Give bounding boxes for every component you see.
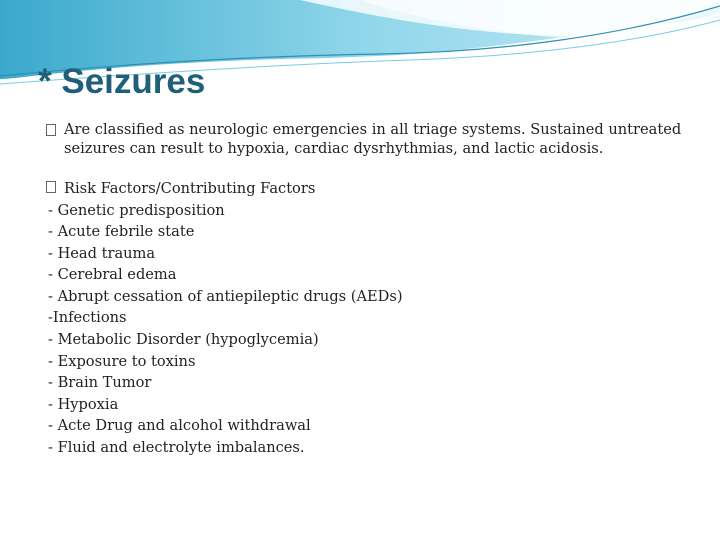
list-item: - Exposure to toxins [48,352,196,370]
slide-title: * Seizures [38,62,206,101]
list-item: - Cerebral edema [48,266,177,284]
paragraph-risk-factors [46,178,686,200]
slide-body [46,121,686,459]
list-item: - Acte Drug and alcohol withdrawal [48,417,311,435]
risk-factors-list [46,200,686,459]
list-item: - Metabolic Disorder (hypoglycemia) [48,331,319,349]
list-item: - Hypoxia [48,395,119,413]
list-item: - Head trauma [48,244,156,262]
paragraph-definition [46,121,686,158]
box-bullet-icon [46,181,56,193]
risk-factors-heading: Risk Factors/Contributing Factors [64,180,316,197]
list-item: - Acute febrile state [48,223,195,241]
definition-text: Are classified as neurologic emergencies in all triage systems. Sustained untreated seizures can result to hypoxia, cardiac dysrhythmias, and lactic acidosis. [64,121,682,157]
list-item: - Abrupt cessation of antiepileptic drugs (AEDs) [48,287,403,305]
header-wave-banner [0,0,720,120]
list-item: -Infections [48,309,127,327]
list-item: - Fluid and electrolyte imbalances. [48,439,305,457]
list-item: - Genetic predisposition [48,201,225,219]
list-item: - Brain Tumor [48,374,152,392]
box-bullet-icon [46,124,56,136]
